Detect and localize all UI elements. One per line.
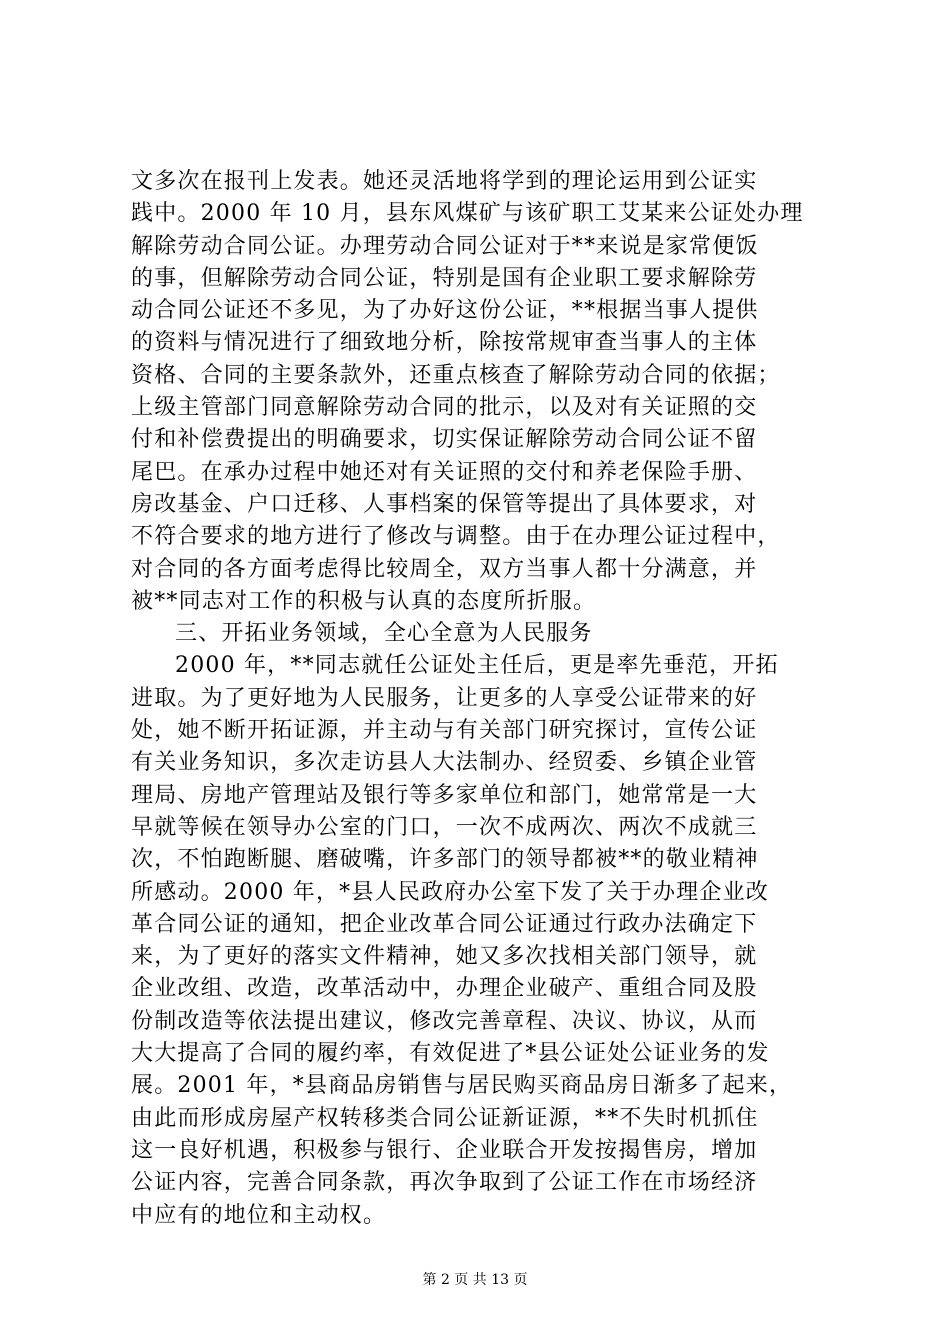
text-line: 由此而形成房屋产权转移类合同公证新证源，**不失时机抓住: [131, 1105, 759, 1131]
text-line: 有关业务知识，多次走访县人大法制办、经贸委、乡镇企业管: [131, 750, 758, 776]
text-line: 进取。为了更好地为人民服务，让更多的人享受公证带来的好: [131, 685, 758, 711]
text-line: 这一良好机遇，积极参与银行、企业联合开发按揭售房，增加: [131, 1137, 758, 1163]
text-line: 的事，但解除劳动合同公证，特别是国有企业职工要求解除劳: [131, 265, 758, 291]
text-line: 被**同志对工作的积极与认真的态度所折服。: [131, 588, 597, 614]
page-footer: 第 2 页 共 13 页: [422, 1272, 528, 1288]
text-line: 的资料与情况进行了细致地分析，除按常规审查当事人的主体: [131, 330, 758, 356]
text-line: 解除劳动合同公证。办理劳动合同公证对于**来说是家常便饭: [131, 233, 759, 259]
text-line: 革合同公证的通知，把企业改革合同公证通过行政办法确定下: [131, 911, 758, 937]
paragraph-start-line: 2000 年，**同志就任公证处主任后，更是率先垂范，开拓: [175, 653, 779, 679]
text-line: 对合同的各方面考虑得比较周全，双方当事人都十分满意，并: [131, 556, 758, 582]
text-line: 所感动。2000 年，*县人民政府办公室下发了关于办理企业改: [131, 879, 769, 905]
text-line: 展。2001 年，*县商品房销售与居民购买商品房日渐多了起来，: [131, 1073, 793, 1099]
text-line: 文多次在报刊上发表。她还灵活地将学到的理论运用到公证实: [131, 169, 758, 194]
text-line: 份制改造等依法提出建议，修改完善章程、决议、协议，从而: [131, 1008, 758, 1034]
text-line: 动合同公证还不多见，为了办好这份公证，**根据当事人提供: [131, 298, 759, 324]
text-line: 尾巴。在承办过程中她还对有关证照的交付和养老保险手册、: [131, 459, 758, 485]
text-line: 大大提高了合同的履约率，有效促进了*县公证处公证业务的发: [131, 1041, 770, 1067]
text-line: 来，为了更好的落实文件精神，她又多次找相关部门领导，就: [131, 944, 758, 970]
text-line: 公证内容，完善合同条款，再次争取到了公证工作在市场经济: [131, 1170, 758, 1196]
text-line: 中应有的地位和主动权。: [131, 1202, 387, 1228]
paragraph-start-line: 三、开拓业务领域，全心全意为人民服务: [175, 621, 593, 647]
text-line: 处，她不断开拓证源，并主动与有关部门研究探讨，宣传公证: [131, 718, 758, 744]
text-line: 不符合要求的地方进行了修改与调整。由于在办理公证过程中，: [131, 524, 781, 550]
text-line: 早就等候在领导办公室的门口，一次不成两次、两次不成就三: [131, 814, 758, 840]
text-line: 房改基金、户口迁移、人事档案的保管等提出了具体要求，对: [131, 491, 758, 517]
text-line: 上级主管部门同意解除劳动合同的批示，以及对有关证照的交: [131, 395, 758, 421]
text-line: 企业改组、改造，改革活动中，办理企业破产、重组合同及股: [131, 976, 758, 1002]
text-line: 付和补偿费提出的明确要求，切实保证解除劳动合同公证不留: [131, 427, 758, 453]
text-line: 资格、合同的主要条款外，还重点核查了解除劳动合同的依据；: [131, 362, 781, 388]
text-line: 理局、房地产管理站及银行等多家单位和部门，她常常是一大: [131, 782, 758, 808]
body-text: [131, 166, 851, 1232]
text-line: 次，不怕跑断腿、磨破嘴，许多部门的领导都被**的敬业精神: [131, 847, 759, 873]
text-line: 践中。2000 年 10 月，县东风煤矿与该矿职工艾某来公证处办理: [131, 201, 804, 227]
